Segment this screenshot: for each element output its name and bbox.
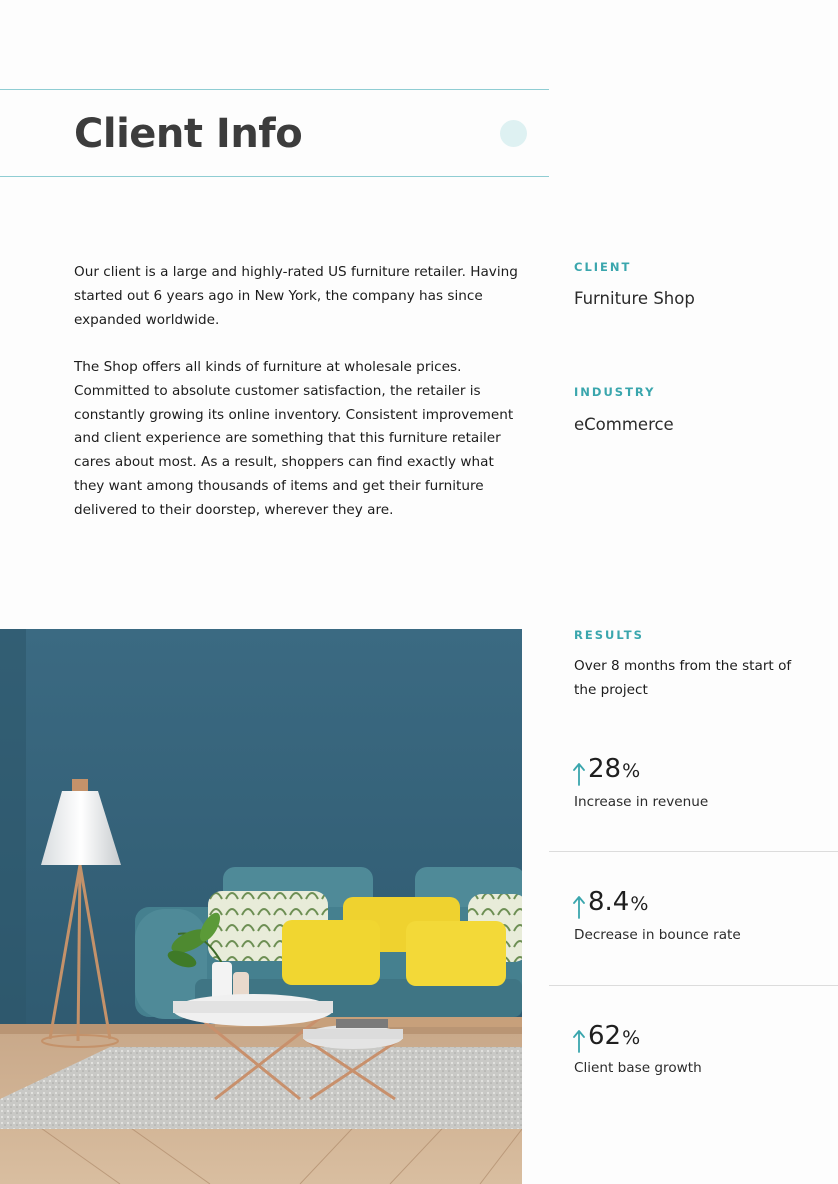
- metric-label: Decrease in bounce rate: [574, 927, 741, 943]
- industry-value: eCommerce: [574, 415, 674, 434]
- intro-paragraph-1: Our client is a large and highly-rated US furniture retailer. Having started out 6 years ago in New York, the company has since expanded worldwide.: [74, 264, 518, 328]
- metric-label: Client base growth: [574, 1060, 702, 1076]
- metric-revenue: [572, 754, 640, 794]
- industry-label: INDUSTRY: [574, 385, 656, 399]
- results-description: Over 8 months from the start of the project: [574, 658, 792, 698]
- metric-unit: %: [630, 893, 649, 915]
- metric-value: 28: [588, 754, 622, 784]
- metric-unit: %: [622, 1027, 641, 1049]
- metric-label: Increase in revenue: [574, 794, 709, 810]
- metric-unit: %: [622, 760, 641, 782]
- living-room-illustration: [0, 629, 522, 1184]
- metric-value: 62: [588, 1021, 622, 1051]
- metric-bounce-rate: [572, 887, 648, 927]
- metric-divider: [549, 985, 838, 986]
- metric-value: 8.4: [588, 887, 630, 917]
- intro-paragraph-2: The Shop offers all kinds of furniture at wholesale prices. Committed to absolute customer satisfaction, the retailer is constantly growing its online inventory. Consistent improvement and client experience are something that this furniture retailer cares about most. As a result, shoppers can find exactly what they want among thousands of items and get their furniture delivered to their doorstep, wherever they are.: [74, 359, 514, 518]
- arrow-up-icon: [572, 1029, 586, 1053]
- client-label: CLIENT: [574, 260, 632, 274]
- header-top-rule: [0, 89, 549, 90]
- header-bottom-rule: [0, 176, 549, 177]
- arrow-up-icon: [572, 895, 586, 919]
- metric-client-growth: [572, 1021, 640, 1061]
- client-value: Furniture Shop: [574, 289, 695, 308]
- page-title: Client Info: [74, 111, 303, 157]
- results-label: RESULTS: [574, 628, 644, 642]
- arrow-up-icon: [572, 762, 586, 786]
- living-room-photo: [0, 629, 522, 1184]
- decorative-dot: [500, 120, 527, 147]
- metric-divider: [549, 851, 838, 852]
